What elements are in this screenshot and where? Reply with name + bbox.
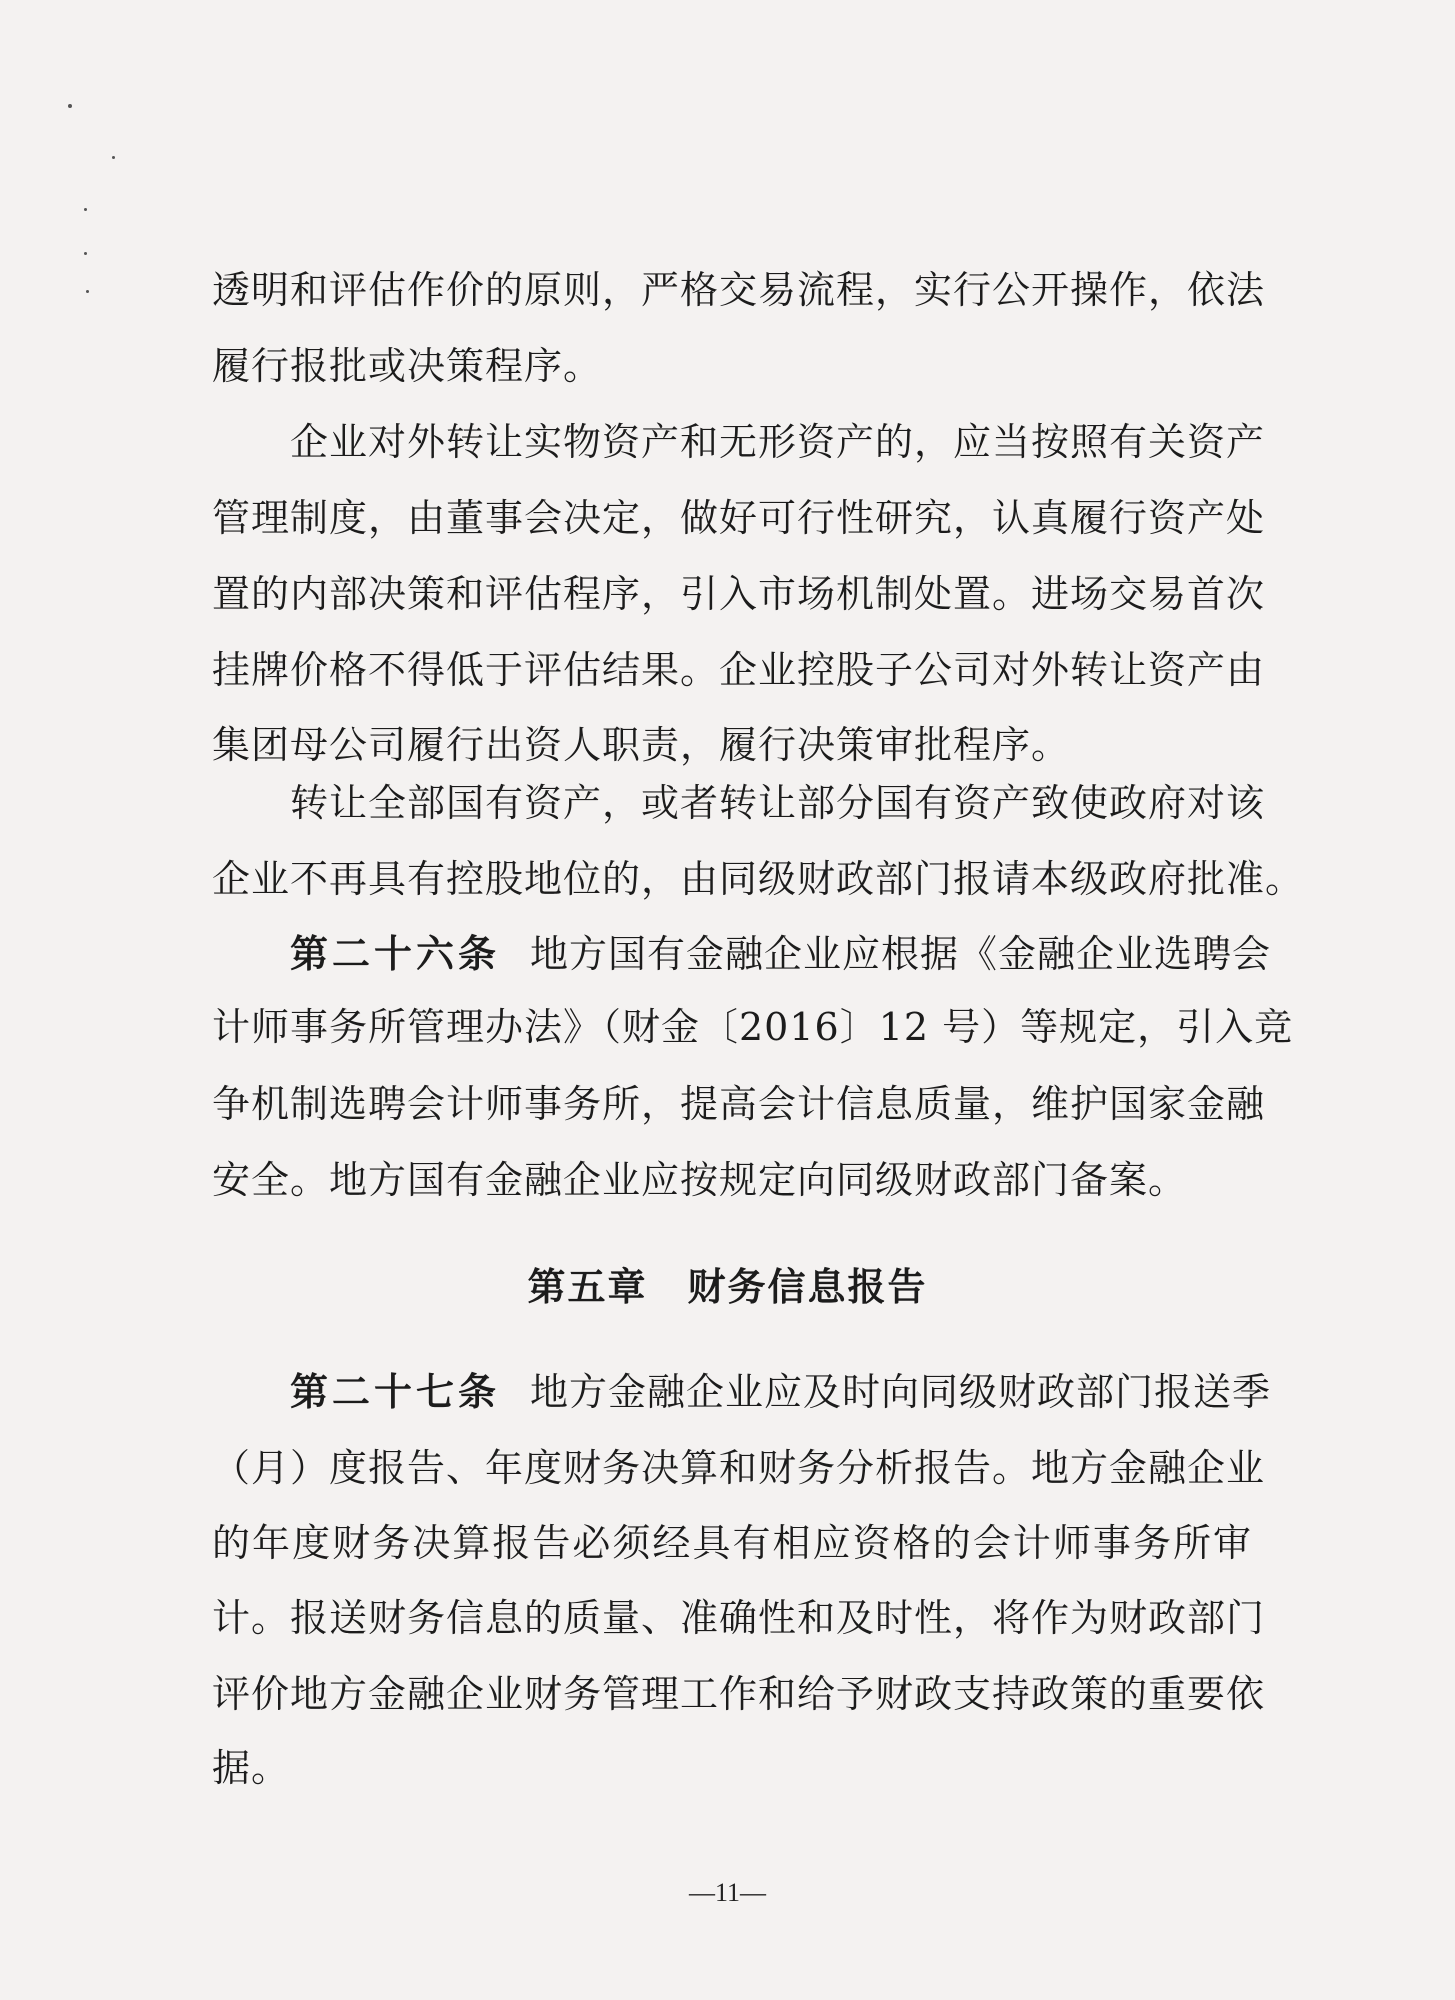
- body-line: 据。: [212, 1746, 291, 1790]
- article-27-text: 地方金融企业应及时向同级财政部门报送季: [530, 1370, 1272, 1414]
- body-line: 计。报送财务信息的质量、准确性和及时性，将作为财政部门: [212, 1596, 1266, 1640]
- body-line: 管理制度，由董事会决定，做好可行性研究，认真履行资产处: [212, 496, 1266, 540]
- body-line: 企业对外转让实物资产和无形资产的，应当按照有关资产: [290, 420, 1266, 464]
- body-line: 争机制选聘会计师事务所，提高会计信息质量，维护国家金融: [212, 1082, 1266, 1126]
- chapter-heading: 第五章 财务信息报告: [527, 1265, 928, 1309]
- scan-speck: [68, 104, 72, 108]
- article-26-label: 第二十六条: [290, 932, 501, 976]
- page-number: —11—: [688, 1878, 767, 1907]
- body-line: 挂牌价格不得低于评估结果。企业控股子公司对外转让资产由: [212, 648, 1266, 692]
- body-line: 置的内部决策和评估程序，引入市场机制处置。进场交易首次: [212, 572, 1266, 616]
- scan-speck: [112, 156, 115, 159]
- body-line: 履行报批或决策程序。: [212, 344, 603, 388]
- body-line: 的年度财务决算报告必须经具有相应资格的会计师事务所审: [212, 1521, 1252, 1565]
- scan-speck: [84, 252, 87, 255]
- article-27-first-line: [290, 1368, 1272, 1416]
- article-26-first-line: [290, 930, 1272, 978]
- body-line: 评价地方金融企业财务管理工作和给予财政支持政策的重要依: [212, 1672, 1266, 1716]
- body-line: 安全。地方国有金融企业应按规定向同级财政部门备案。: [212, 1158, 1188, 1202]
- body-line: （月）度报告、年度财务决算和财务分析报告。地方金融企业: [212, 1446, 1266, 1490]
- scan-speck: [84, 208, 87, 211]
- body-line: 企业不再具有控股地位的，由同级财政部门报请本级政府批准。: [212, 857, 1305, 901]
- body-line: 集团母公司履行出资人职责，履行决策审批程序。: [212, 723, 1071, 767]
- article-26-text: 地方国有金融企业应根据《金融企业选聘会: [530, 932, 1272, 976]
- article-27-label: 第二十七条: [290, 1370, 501, 1414]
- scan-speck: [86, 290, 89, 293]
- body-line: 透明和评估作价的原则，严格交易流程，实行公开操作，依法: [212, 268, 1266, 312]
- body-line: 计师事务所管理办法》（财金〔2016〕12 号）等规定，引入竞: [212, 1005, 1294, 1049]
- body-line: 转让全部国有资产，或者转让部分国有资产致使政府对该: [290, 781, 1266, 825]
